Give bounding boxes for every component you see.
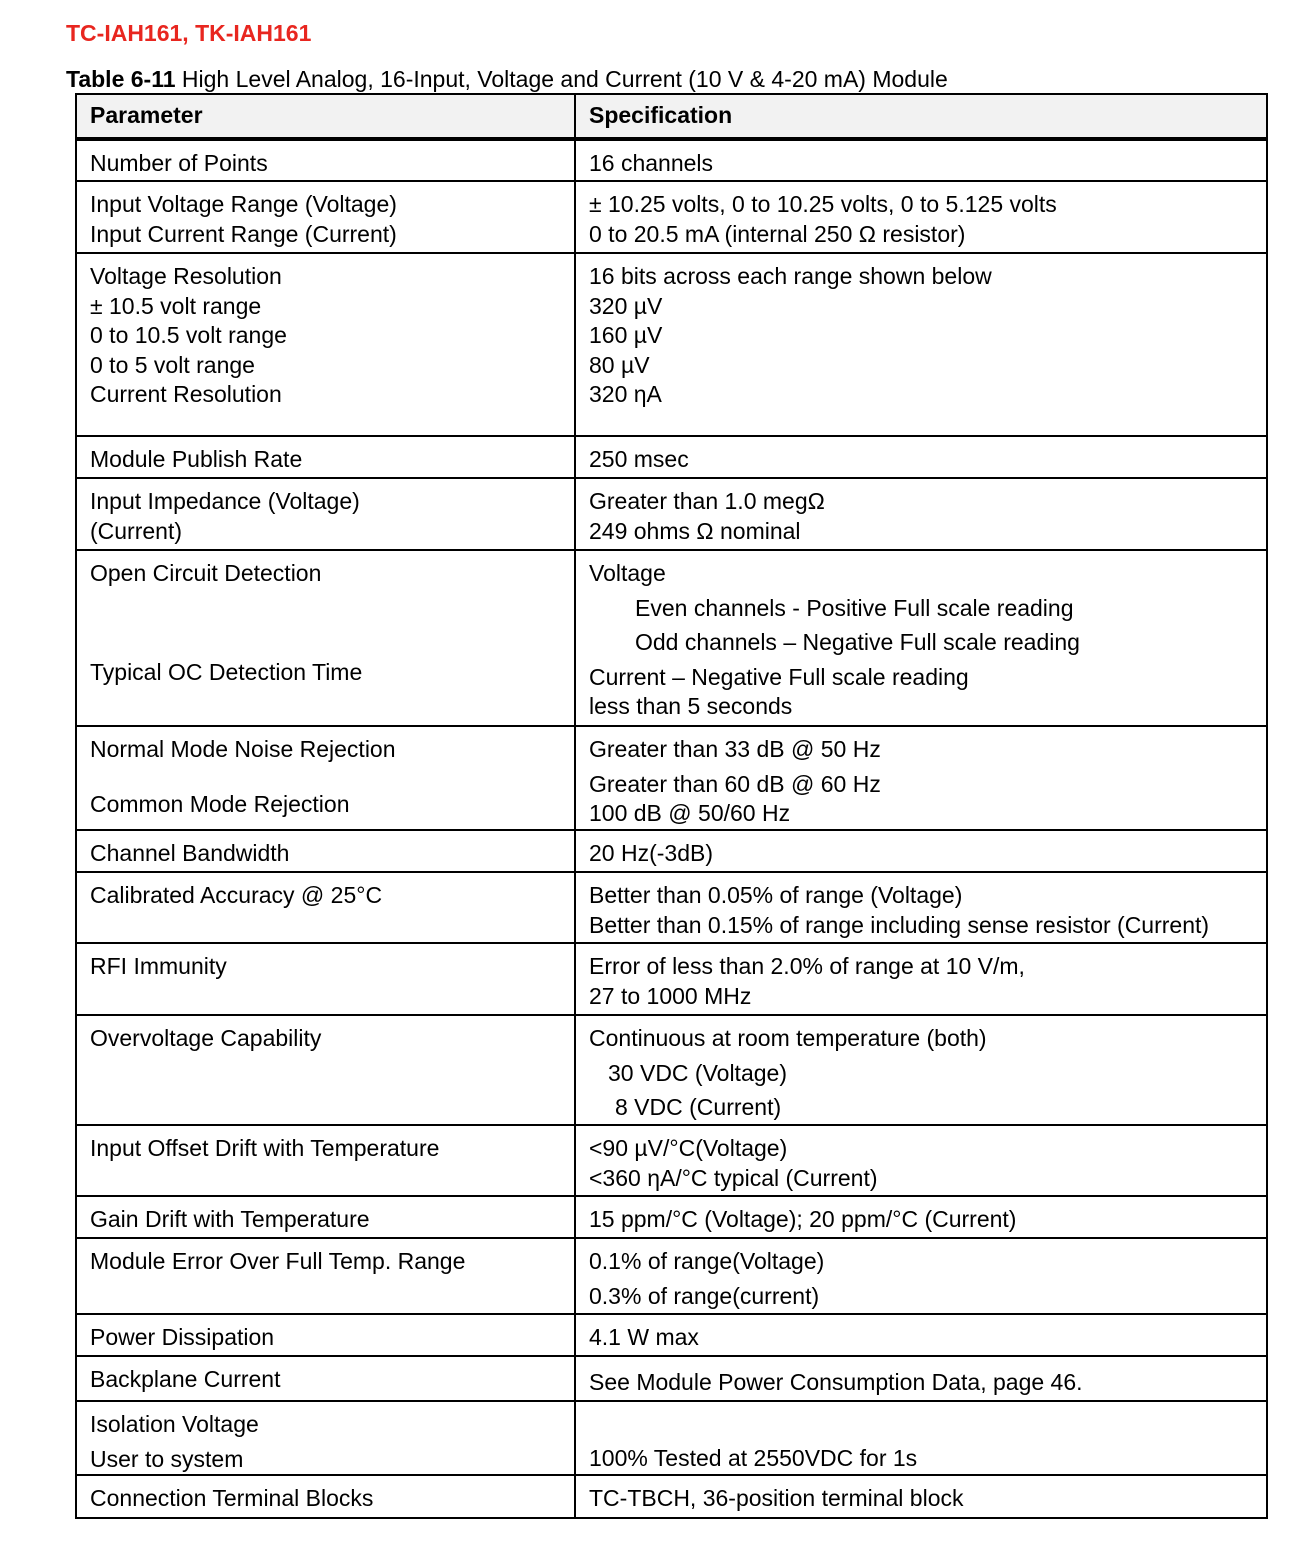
param-cell: [76, 1475, 575, 1518]
table-row: [76, 181, 1267, 253]
spec-line: <90 µV/°C(Voltage): [589, 1135, 788, 1161]
spec-line: less than 5 seconds: [589, 693, 793, 719]
table-row: [76, 139, 1267, 181]
spec-cell: [575, 872, 1267, 943]
spec-line: See Module Power Consumption Data, page 46.: [589, 1369, 1083, 1395]
spec-cell: [575, 1196, 1267, 1238]
spec-line: 27 to 1000 MHz: [589, 982, 752, 1009]
param-line: Isolation Voltage: [90, 1411, 259, 1437]
param-line: Input Voltage Range (Voltage): [90, 191, 397, 217]
param-line: RFI Immunity: [90, 953, 227, 979]
table-row: [76, 872, 1267, 943]
table-row: [76, 1356, 1267, 1401]
param-line: Connection Terminal Blocks: [90, 1485, 374, 1511]
param-line: ± 10.5 volt range: [90, 292, 262, 319]
param-cell: [76, 436, 575, 478]
spec-line: 30 VDC (Voltage): [608, 1059, 787, 1086]
param-line: 0 to 5 volt range: [90, 351, 255, 378]
spec-line: Greater than 33 dB @ 50 Hz: [589, 736, 881, 762]
spec-cell: [575, 830, 1267, 872]
table-row: [76, 830, 1267, 872]
table-row: [76, 1238, 1267, 1314]
spec-line: 160 µV: [589, 322, 663, 348]
table-row: [76, 1401, 1267, 1475]
spec-line: 250 msec: [589, 446, 689, 472]
param-line: Input Current Range (Current): [90, 220, 397, 247]
param-cell: [76, 943, 575, 1015]
table-row: [76, 1196, 1267, 1238]
param-line: 0 to 10.5 volt range: [90, 322, 287, 348]
spec-cell: [575, 1238, 1267, 1314]
param-cell: [76, 1196, 575, 1238]
spec-line: 4.1 W max: [589, 1324, 699, 1350]
spec-line: 15 ppm/°C (Voltage); 20 ppm/°C (Current): [589, 1206, 1017, 1232]
spec-cell: [575, 550, 1267, 726]
param-line: Common Mode Rejection: [90, 790, 350, 817]
spec-line: Continuous at room temperature (both): [589, 1025, 987, 1051]
param-line: Calibrated Accuracy @ 25°C: [90, 882, 383, 908]
param-cell: [76, 830, 575, 872]
spec-line: Error of less than 2.0% of range at 10 V/m,: [589, 953, 1025, 979]
param-cell: [76, 726, 575, 830]
param-cell: [76, 181, 575, 253]
spec-cell: [575, 1314, 1267, 1356]
spec-line: 16 bits across each range shown below: [589, 263, 992, 289]
table-caption: [66, 66, 948, 93]
param-line: Module Publish Rate: [90, 446, 303, 472]
param-cell: [76, 1401, 575, 1475]
spec-line: TC-TBCH, 36-position terminal block: [589, 1485, 964, 1511]
table-row: [76, 253, 1267, 436]
spec-line: <360 ηA/°C typical (Current): [589, 1164, 878, 1191]
spec-cell: [575, 478, 1267, 550]
param-cell: [76, 1356, 575, 1401]
param-line: Channel Bandwidth: [90, 840, 290, 866]
param-line: Voltage Resolution: [90, 263, 282, 289]
param-cell: [76, 1015, 575, 1125]
param-line: Overvoltage Capability: [90, 1025, 322, 1051]
spec-line: ± 10.25 volts, 0 to 10.25 volts, 0 to 5.125 volts: [589, 191, 1057, 217]
spec-table: [75, 93, 1268, 1519]
param-line: Gain Drift with Temperature: [90, 1206, 370, 1232]
spec-line: Greater than 60 dB @ 60 Hz: [589, 770, 881, 797]
spec-cell: [575, 1125, 1267, 1196]
param-cell: [76, 139, 575, 181]
model-heading: TC-IAH161, TK-IAH161: [66, 20, 312, 46]
spec-line: Better than 0.05% of range (Voltage): [589, 882, 963, 908]
spec-line: 0.3% of range(current): [589, 1282, 820, 1309]
spec-line: 100 dB @ 50/60 Hz: [589, 800, 791, 826]
param-cell: [76, 872, 575, 943]
param-line: Input Offset Drift with Temperature: [90, 1135, 440, 1161]
spec-line: 8 VDC (Current): [615, 1094, 782, 1120]
table-row: [76, 1015, 1267, 1125]
table-number: Table 6-11: [66, 66, 176, 92]
table-title: High Level Analog, 16-Input, Voltage and Current (10 V & 4-20 mA) Module: [181, 66, 948, 92]
param-line: Current Resolution: [90, 381, 282, 407]
spec-cell: [575, 1475, 1267, 1518]
param-cell: [76, 1238, 575, 1314]
spec-cell: [575, 1015, 1267, 1125]
param-line: Typical OC Detection Time: [90, 658, 363, 685]
param-cell: [76, 1125, 575, 1196]
header-parameter: Parameter: [76, 94, 575, 139]
table-row: [76, 1125, 1267, 1196]
param-cell: [76, 1314, 575, 1356]
param-line: Module Error Over Full Temp. Range: [90, 1248, 466, 1274]
param-line: Backplane Current: [90, 1366, 281, 1392]
spec-line: 20 Hz(-3dB): [589, 840, 713, 866]
spec-line: 0.1% of range(Voltage): [589, 1248, 825, 1274]
spec-cell: [575, 1356, 1267, 1401]
spec-line: 80 µV: [589, 351, 650, 378]
param-cell: [76, 478, 575, 550]
spec-cell: [575, 436, 1267, 478]
spec-line: 0 to 20.5 mA (internal 250 Ω resistor): [589, 220, 966, 247]
spec-line: 249 ohms Ω nominal: [589, 517, 801, 544]
param-line: (Current): [90, 517, 183, 544]
spec-line: Greater than 1.0 megΩ: [589, 488, 825, 514]
spec-line: 100% Tested at 2550VDC for 1s: [589, 1445, 918, 1471]
spec-line: Voltage: [589, 560, 666, 586]
header-specification: Specification: [575, 94, 1267, 139]
table-row: [76, 943, 1267, 1015]
spec-cell: [575, 139, 1267, 181]
spec-line: Even channels - Positive Full scale reading: [635, 594, 1074, 621]
param-line: Number of Points: [90, 150, 268, 176]
param-cell: [76, 550, 575, 726]
spec-line: Better than 0.15% of range including sense resistor (Current): [589, 911, 1210, 938]
spec-cell: [575, 181, 1267, 253]
table-row: [76, 478, 1267, 550]
table-header-row: [76, 94, 1267, 139]
param-line: Normal Mode Noise Rejection: [90, 736, 396, 762]
table-row: [76, 550, 1267, 726]
param-line: Open Circuit Detection: [90, 560, 322, 586]
spec-line: Odd channels – Negative Full scale reading: [635, 629, 1080, 655]
table-row: [76, 436, 1267, 478]
spec-cell: [575, 253, 1267, 436]
param-cell: [76, 253, 575, 436]
spec-cell: [575, 1401, 1267, 1475]
table-row: [76, 726, 1267, 830]
param-line: User to system: [90, 1445, 244, 1472]
spec-line: 320 µV: [589, 292, 663, 319]
spec-cell: [575, 943, 1267, 1015]
param-line: Power Dissipation: [90, 1324, 275, 1350]
table-row: [76, 1314, 1267, 1356]
spec-line: 16 channels: [589, 150, 714, 176]
table-row: [76, 1475, 1267, 1518]
param-line: Input Impedance (Voltage): [90, 488, 360, 514]
spec-line: 320 ηA: [589, 381, 662, 407]
spec-line: Current – Negative Full scale reading: [589, 663, 969, 690]
spec-cell: [575, 726, 1267, 830]
